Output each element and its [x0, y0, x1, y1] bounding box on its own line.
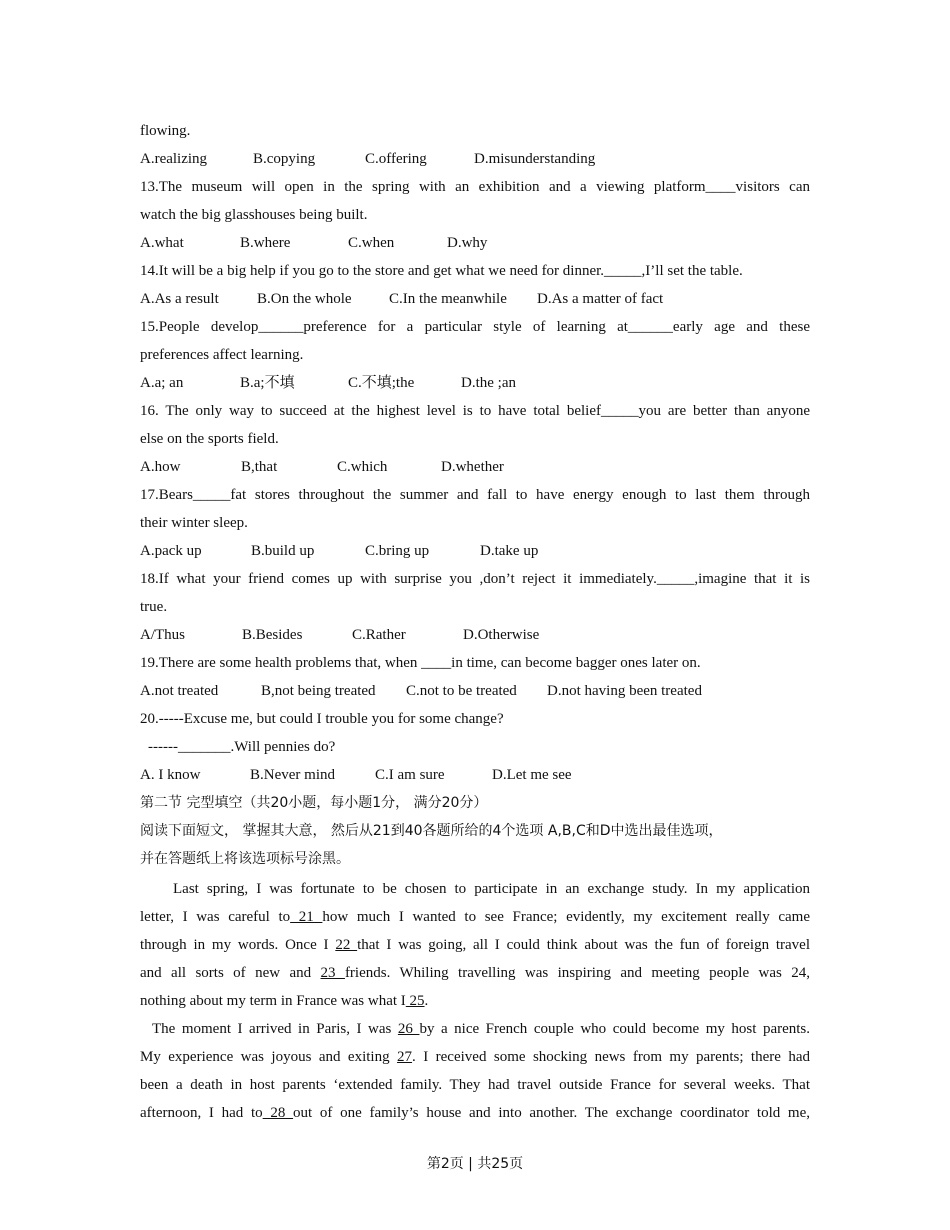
- q18-option-a: A/Thus: [140, 627, 185, 643]
- passage-p1-line1: Last spring, I was fortunate to be chosen to participate in an exchange study. In my application: [173, 881, 810, 897]
- q14-option-d: D.As a matter of fact: [537, 291, 664, 307]
- blank-26: 26: [397, 1021, 420, 1037]
- passage-text: nothing about my term in France was what I: [140, 993, 406, 1009]
- q17-line2: their winter sleep.: [140, 515, 248, 531]
- q15-line1: 15.People develop______preference for a particular style of learning at______early age and these: [140, 319, 810, 335]
- q15-option-c: C.不填;the: [348, 375, 415, 391]
- blank-27: 27: [397, 1049, 413, 1065]
- passage-text: that I was going, all I could think about was the fun of foreign travel: [357, 937, 810, 953]
- passage-p1-line5: [140, 987, 810, 1015]
- q18-option-b: B.Besides: [242, 627, 303, 643]
- passage-text: through in my words. Once I: [140, 937, 329, 953]
- q20-line2: ------_______.Will pennies do?: [148, 739, 336, 755]
- section-instructions-line1: 阅读下面短文， 掌握其大意， 然后从21到40各题所给的4个选项 A,B,C和D中选出最佳选项，: [140, 823, 723, 839]
- page-content: [140, 117, 810, 1127]
- q17-line1: 17.Bears_____fat stores throughout the summer and fall to have energy enough to last them through: [140, 487, 810, 503]
- q15-options: [140, 369, 810, 397]
- q20-option-d: D.Let me see: [492, 767, 572, 783]
- blank-22: 22: [335, 937, 358, 953]
- passage-text: letter, I was careful to: [140, 909, 291, 925]
- passage-text: friends. Whiling travelling was inspiring and meeting people was 24,: [344, 965, 810, 981]
- q19-option-b: B,not being treated: [261, 683, 376, 699]
- q18-line1: 18.If what your friend comes up with surprise you ,don’t reject it immediately._____,imagine that it is: [140, 571, 810, 587]
- passage-text: out of one family’s house and into another. The exchange coordinator told me,: [293, 1105, 810, 1121]
- passage-p2-line2: [140, 1043, 810, 1071]
- q17-option-a: A.pack up: [140, 543, 202, 559]
- passage-text: My experience was joyous and exiting: [140, 1049, 390, 1065]
- passage-text: how much I wanted to see France; evidently, my excitement really came: [322, 909, 810, 925]
- q16-option-b: B,that: [241, 459, 278, 475]
- q15-line2: preferences affect learning.: [140, 347, 304, 363]
- passage-text: and all sorts of new and: [140, 965, 312, 981]
- passage-text: The moment I arrived in Paris, I was: [152, 1021, 392, 1037]
- q17-option-c: C.bring up: [365, 543, 430, 559]
- passage-text: by a nice French couple who could become my host parents.: [419, 1021, 810, 1037]
- passage-p2-line1: [140, 1015, 810, 1043]
- q14-option-c: C.In the meanwhile: [389, 291, 507, 307]
- q16-options: [140, 453, 810, 481]
- passage-p1-line4: [140, 959, 810, 987]
- page-footer: 第2页 | 共25页: [426, 1156, 524, 1172]
- q16-option-c: C.which: [337, 459, 388, 475]
- blank-25: 25: [405, 993, 425, 1009]
- q19-options: [140, 677, 810, 705]
- q17-option-d: D.take up: [480, 543, 539, 559]
- q16-line2: else on the sports field.: [140, 431, 279, 447]
- q17-option-b: B.build up: [251, 543, 315, 559]
- q16-option-a: A.how: [140, 459, 181, 475]
- q17-options: [140, 537, 810, 565]
- q12-option-c: C.offering: [365, 151, 427, 167]
- q13-option-b: B.where: [240, 235, 291, 251]
- q19-option-d: D.not having been treated: [547, 683, 702, 699]
- q13-option-c: C.when: [348, 235, 395, 251]
- q18-line2: true.: [140, 599, 168, 615]
- q14-option-b: B.On the whole: [257, 291, 352, 307]
- q13-line2: watch the big glasshouses being built.: [140, 207, 368, 223]
- q12-options: [140, 145, 810, 173]
- passage-p2-line4: [140, 1099, 810, 1127]
- blank-21: 21: [290, 909, 323, 925]
- passage-text: afternoon, I had to: [140, 1105, 263, 1121]
- q13-option-d: D.why: [447, 235, 488, 251]
- q12-option-b: B.copying: [253, 151, 316, 167]
- blank-23: 23: [320, 965, 345, 981]
- q13-line1: 13.The museum will open in the spring with an exhibition and a viewing platform____visitors can: [140, 179, 810, 195]
- q12-option-a: A.realizing: [140, 151, 208, 167]
- q14-options: [140, 285, 810, 313]
- q19-line1: 19.There are some health problems that, when ____in time, can become bagger ones later on.: [140, 655, 701, 671]
- q18-option-d: D.Otherwise: [463, 627, 540, 643]
- passage-p1-line3: [140, 931, 810, 959]
- q14-line1: 14.It will be a big help if you go to the store and get what we need for dinner._____,I’ll set the table.: [140, 263, 743, 279]
- blank-28: 28: [262, 1105, 294, 1121]
- q20-line1: 20.-----Excuse me, but could I trouble you for some change?: [140, 711, 504, 727]
- q18-option-c: C.Rather: [352, 627, 406, 643]
- q20-option-c: C.I am sure: [375, 767, 445, 783]
- section-heading: 第二节 完型填空（共20小题，每小题1分， 满分20分）: [140, 795, 488, 811]
- q16-option-d: D.whether: [441, 459, 504, 475]
- q19-option-a: A.not treated: [140, 683, 219, 699]
- passage-p1-line2: [140, 903, 810, 931]
- q12-option-d: D.misunderstanding: [474, 151, 596, 167]
- q18-options: [140, 621, 810, 649]
- q20-option-a: A. I know: [140, 767, 201, 783]
- q13-option-a: A.what: [140, 235, 184, 251]
- q15-option-d: D.the ;an: [461, 375, 516, 391]
- passage-text: .: [424, 993, 429, 1009]
- q15-option-a: A.a; an: [140, 375, 184, 391]
- q20-options: [140, 761, 810, 789]
- q15-option-b: B.a;不填: [240, 375, 295, 391]
- passage-text: . I received some shocking news from my parents; there had: [412, 1049, 810, 1065]
- section-instructions-line2: 并在答题纸上将该选项标号涂黑。: [140, 851, 350, 867]
- q20-option-b: B.Never mind: [250, 767, 335, 783]
- passage-p2-line3: been a death in host parents ‘extended family. They had travel outside France for several weeks. That: [140, 1077, 810, 1093]
- q19-option-c: C.not to be treated: [406, 683, 517, 699]
- q13-options: [140, 229, 810, 257]
- q12-tail: flowing.: [140, 123, 191, 139]
- q16-line1: 16. The only way to succeed at the highest level is to have total belief_____you are better than anyone: [140, 403, 810, 419]
- q14-option-a: A.As a result: [140, 291, 219, 307]
